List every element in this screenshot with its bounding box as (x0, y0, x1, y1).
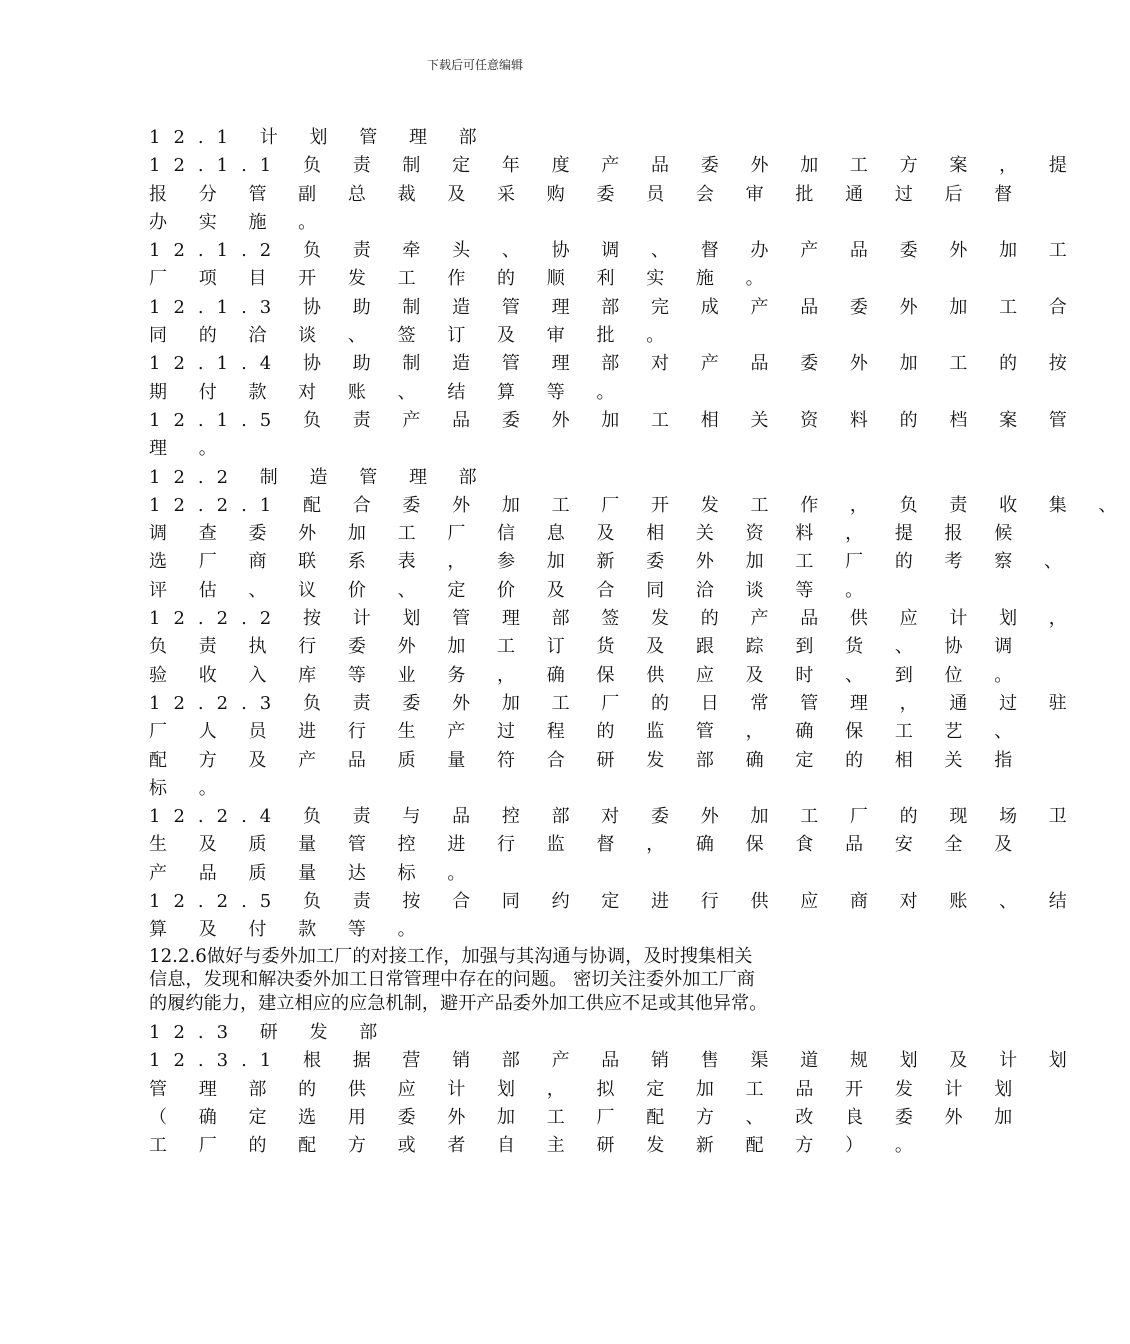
text-line: 12.1.1 负 责 制 定 年 度 产 品 委 外 加 工 方 案 ， 提 (149, 155, 1080, 177)
text-line: 生 及 质 量 管 控 进 行 监 督 ， 确 保 食 品 安 全 及 (149, 834, 1026, 856)
section-heading: 12.2 制 造 管 理 部 (149, 466, 490, 488)
paragraph-line: 信息，发现和解决委外加工日常管理中存在的问题。 密切关注委外加工厂商 (149, 969, 755, 991)
section-heading: 12.1 计 划 管 理 部 (149, 127, 490, 148)
text-line: 12.1.4 协 助 制 造 管 理 部 对 产 品 委 外 加 工 的 按 (149, 353, 1080, 375)
text-line: 管 理 部 的 供 应 计 划 ， 拟 定 加 工 品 开 发 计 划 (149, 1078, 1026, 1100)
text-line: 12.1.2 负 责 牵 头 、 协 调 、 督 办 产 品 委 外 加 工 (149, 240, 1080, 262)
section-heading: 12.3 研 发 部 (149, 1022, 391, 1044)
text-line: 厂 项 目 开 发 工 作 的 顺 利 实 施 。 (149, 268, 777, 290)
text-line: 12.2.4 负 责 与 品 控 部 对 委 外 加 工 厂 的 现 场 卫 (149, 806, 1080, 828)
document-body (149, 124, 1130, 1161)
text-line: 办 实 施 。 (149, 211, 330, 233)
text-line: 工 厂 的 配 方 或 者 自 主 研 发 新 配 方 ） 。 (149, 1135, 926, 1157)
text-line: 理 。 (149, 438, 230, 460)
paragraph-line: 12.2.6做好与委外加工厂的对接工作，加强与其沟通与协调，及时搜集相关 (149, 945, 753, 967)
text-line: 评 估 、 议 价 、 定 价 及 合 同 洽 谈 等 。 (149, 579, 877, 601)
page-header: 下载后可任意编辑 (426, 58, 523, 72)
text-line: 产 品 质 量 达 标 。 (149, 862, 479, 884)
text-line: 厂 人 员 进 行 生 产 过 程 的 监 管 ， 确 保 工 艺 、 (149, 721, 1026, 743)
text-line: 验 收 入 库 等 业 务 ， 确 保 供 应 及 时 、 到 位 。 (149, 664, 1026, 686)
text-line: 选 厂 商 联 系 表 ， 参 加 新 委 外 加 工 厂 的 考 察 、 (149, 551, 1075, 573)
text-line: 调 查 委 外 加 工 厂 信 息 及 相 关 资 料 ， 提 报 候 (149, 523, 1026, 545)
text-line: 12.2.2 按 计 划 管 理 部 签 发 的 产 品 供 应 计 划 ， (149, 608, 1080, 630)
text-line: 负 责 执 行 委 外 加 工 订 货 及 跟 踪 到 货 、 协 调 (149, 636, 1026, 658)
text-line: 12.1.5 负 责 产 品 委 外 加 工 相 关 资 料 的 档 案 管 (149, 409, 1080, 431)
text-line: 12.1.3 协 助 制 造 管 理 部 完 成 产 品 委 外 加 工 合 (149, 296, 1080, 318)
text-line: 同 的 洽 谈 、 签 订 及 审 批 。 (149, 325, 678, 347)
text-line: 算 及 付 款 等 。 (149, 919, 429, 941)
paragraph-line: 的履约能力，建立相应的应急机制，避开产品委外加工供应不足或其他异常。 (149, 992, 768, 1014)
text-line: （ 确 定 选 用 委 外 加 工 厂 配 方 、 改 良 委 外 加 (149, 1107, 1026, 1128)
text-line: 配 方 及 产 品 质 量 符 合 研 发 部 确 定 的 相 关 指 (149, 749, 1026, 771)
text-line: 12.3.1 根 据 营 销 部 产 品 销 售 渠 道 规 划 及 计 划 (149, 1050, 1080, 1072)
text-line: 期 付 款 对 账 、 结 算 等 。 (149, 381, 628, 403)
text-line: 12.2.1 配 合 委 外 加 工 厂 开 发 工 作 ， 负 责 收 集 、 (149, 494, 1130, 516)
text-line: 标 。 (149, 777, 230, 799)
text-line: 12.2.5 负 责 按 合 同 约 定 进 行 供 应 商 对 账 、 结 (149, 891, 1080, 913)
text-line: 12.2.3 负 责 委 外 加 工 厂 的 日 常 管 理 ， 通 过 驻 (149, 692, 1080, 714)
text-line: 报 分 管 副 总 裁 及 采 购 委 员 会 审 批 通 过 后 督 (149, 183, 1026, 205)
